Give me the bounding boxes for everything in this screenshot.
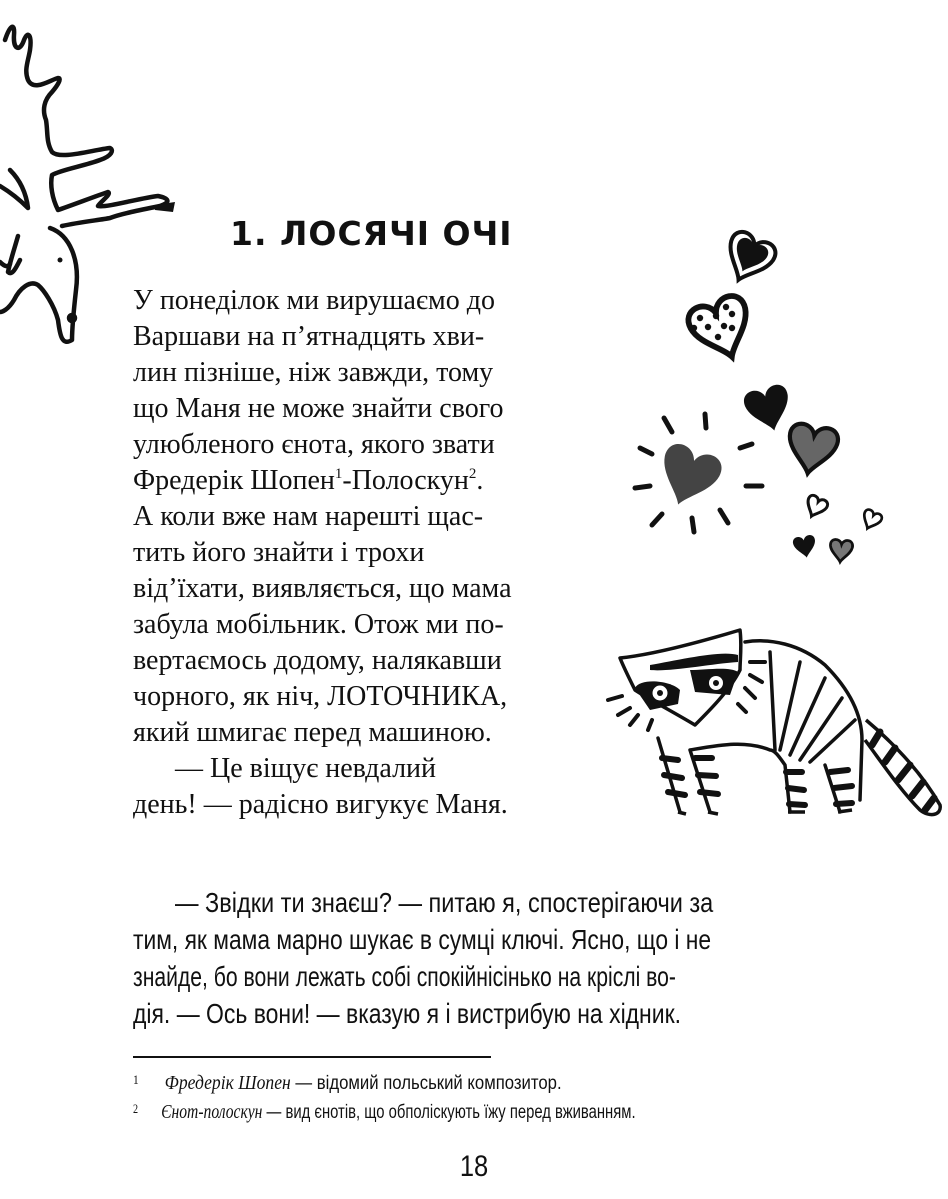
text-segment: Фредерік Шопен — [133, 465, 335, 496]
text-line: день! — радісно вигукує Маня. — [133, 789, 508, 820]
text-line: знайде, бо вони лежать собі спокійнісінько на кріслі во- — [133, 961, 676, 992]
footnote-2 — [133, 1097, 636, 1125]
raccoon-illustration-icon — [590, 600, 948, 860]
text-segment: . — [476, 465, 484, 496]
text-line: чорного, як ніч, ЛОТОЧНИКА, — [133, 681, 508, 712]
text-line: дія. — Ось вони! — вказую я і вистрибую на хідник. — [133, 998, 681, 1029]
text-line: — Звідки ти знаєш? — питаю я, спостерігаючи за — [175, 887, 714, 918]
footnote-ref-1[interactable]: 1 — [334, 466, 343, 482]
footnote-1 — [133, 1068, 562, 1096]
text-line: лин пізніше, ніж завжди, тому — [133, 357, 494, 388]
text-line: вертаємось додому, налякавши — [133, 645, 502, 676]
text-line: тим, як мама марно шукає в сумці ключі. Ясно, що і не — [133, 924, 712, 955]
text-line: Варшави на п’ятнадцять хви- — [133, 321, 485, 352]
footnote-number: 1 — [133, 1072, 139, 1087]
text-line-with-footnote-refs — [133, 463, 483, 499]
chapter-title: 1. ЛОСЯЧІ ОЧІ — [230, 214, 513, 253]
text-line: улюбленого єнота, якого звати — [133, 429, 495, 460]
text-segment: -Полоскун — [342, 465, 469, 496]
text-line: від’їхати, виявляється, що мама — [133, 573, 512, 604]
text-line: який шмигає перед машиною. — [133, 717, 492, 748]
hearts-illustration-icon — [620, 210, 900, 570]
text-line: У понеділок ми вирушаємо до — [133, 285, 495, 316]
footnote-ref-2[interactable]: 2 — [468, 466, 477, 482]
text-line: тить його знайти і трохи — [133, 537, 425, 568]
footnote-divider — [133, 1056, 491, 1058]
footnote-text: — відомий польський композитор. — [290, 1073, 562, 1094]
footnote-term: Фредерік Шопен — [164, 1072, 291, 1094]
text-line: що Маня не може знайти свого — [133, 393, 504, 424]
text-line: А коли вже нам нарешті щас- — [133, 501, 484, 532]
text-line: забула мобільник. Отож ми по- — [133, 609, 504, 640]
footnote-text: — вид єнотів, що обполіскують їжу перед вживанням. — [262, 1102, 636, 1123]
page-number: 18 — [459, 1150, 489, 1183]
footnote-number: 2 — [133, 1101, 139, 1116]
text-line: — Це віщує невдалий — [175, 753, 437, 784]
footnote-term: Єнот-полоскун — [161, 1101, 263, 1123]
